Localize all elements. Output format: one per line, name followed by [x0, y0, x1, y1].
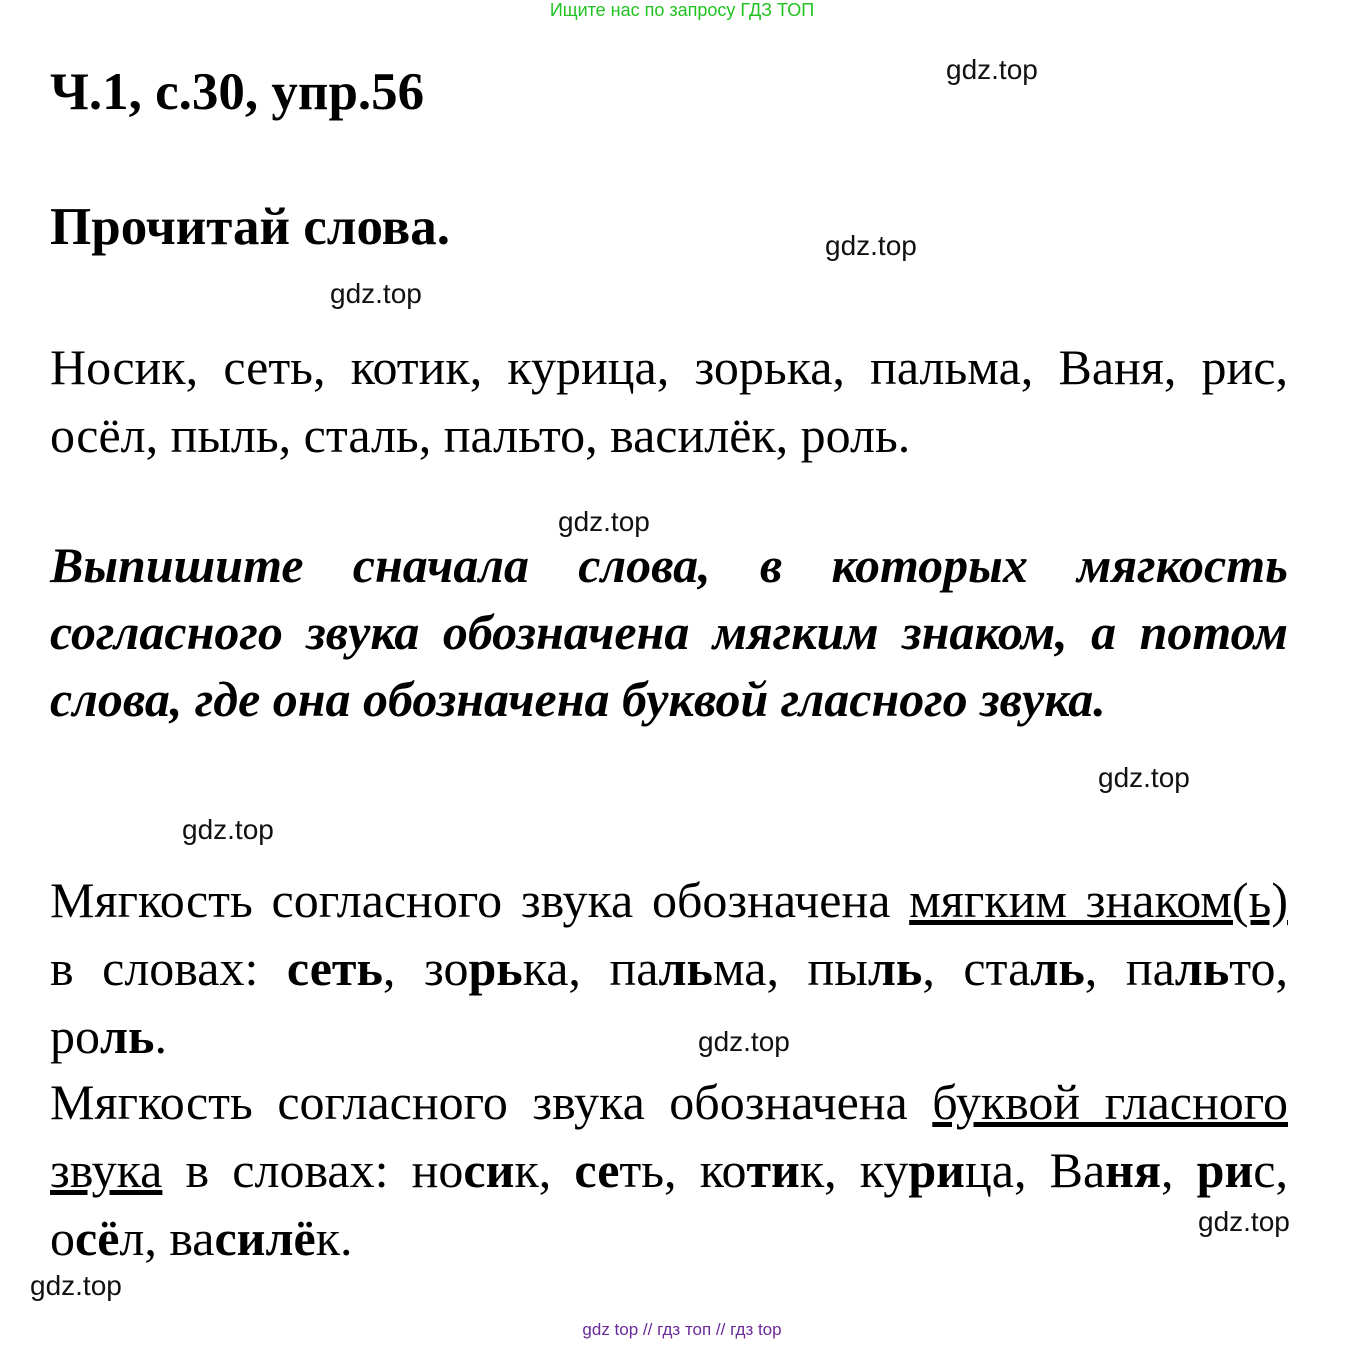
word-part: ца, Ва	[965, 1142, 1106, 1198]
word-part: л, ва	[119, 1210, 215, 1266]
word-part-highlight: ль	[1174, 940, 1230, 996]
header-note: Ищите нас по запросу ГДЗ ТОП	[549, 0, 815, 20]
word-part: , зо	[382, 940, 469, 996]
footer-links: gdz top // гдз топ // гдз top	[582, 1320, 782, 1339]
watermark: gdz.top	[1198, 1206, 1290, 1237]
word-part-highlight: ль	[100, 1008, 155, 1064]
word-part-highlight: ня	[1105, 1142, 1162, 1198]
word-part-highlight: си	[463, 1142, 515, 1198]
watermark: gdz.top	[30, 1270, 122, 1301]
word-part: к.	[315, 1210, 353, 1266]
answer-vowel	[50, 1068, 1288, 1272]
word-part: к,	[514, 1142, 575, 1198]
watermark: gdz.top	[1098, 762, 1190, 793]
word-part: се	[286, 940, 332, 996]
word-part-highlight: си	[214, 1210, 266, 1266]
word-part-highlight: се	[574, 1142, 620, 1198]
word-part-highlight: рь	[468, 940, 523, 996]
exercise-heading: Прочитай слова.	[50, 198, 451, 256]
word-part-highlight: ри	[908, 1142, 965, 1198]
answer-soft-sign	[50, 866, 1288, 1070]
word-part: ть, ко	[619, 1142, 747, 1198]
word-part: , па	[1084, 940, 1175, 996]
word-part: к, ку	[799, 1142, 909, 1198]
word-part-highlight: лё	[265, 1210, 316, 1266]
answer-intro: Мягкость согласного звука обозначена	[50, 1074, 933, 1130]
word-part-highlight: ль	[658, 940, 713, 996]
word-part-highlight: ти	[746, 1142, 800, 1198]
word-part-highlight: сё	[75, 1210, 120, 1266]
word-part: но	[411, 1142, 464, 1198]
watermark: gdz.top	[946, 54, 1038, 85]
task-text: Выпишите сначала слова, в которых мягкость согласного звука обозначена мягким знаком, а потом слова, где она обозначена буквой гласного звука.	[50, 537, 1288, 727]
watermark: gdz.top	[182, 814, 274, 845]
watermark: gdz.top	[558, 506, 650, 537]
word-part: .	[154, 1008, 167, 1064]
page-title: Ч.1, с.30, упр.56	[50, 63, 425, 121]
answer-underlined: буквой гласного звука	[50, 1074, 1288, 1198]
word-part-highlight: ть	[331, 940, 383, 996]
word-part-highlight: ль	[1030, 940, 1085, 996]
word-part: ма, пы	[712, 940, 868, 996]
watermark: gdz.top	[698, 1026, 790, 1057]
word-part-highlight: ри	[1196, 1142, 1254, 1198]
answer-mid: в словах:	[50, 940, 287, 996]
watermark: gdz.top	[330, 278, 422, 309]
answer-mid: в словах:	[162, 1142, 412, 1198]
word-part: то, ро	[50, 940, 1288, 1064]
word-part-highlight: ль	[867, 940, 923, 996]
word-list: Носик, сеть, котик, курица, зорька, пальма, Ваня, рис, осёл, пыль, сталь, пальто, василёк, роль.	[50, 339, 1288, 463]
answer-intro: Мягкость согласного звука обозначена	[50, 872, 910, 928]
answer-underlined: мягким знаком(ь)	[909, 872, 1288, 928]
word-part: с, о	[50, 1142, 1288, 1266]
word-part: ,	[1161, 1142, 1197, 1198]
word-part: ка, па	[522, 940, 659, 996]
watermark: gdz.top	[825, 230, 917, 261]
word-part: , ста	[922, 940, 1031, 996]
